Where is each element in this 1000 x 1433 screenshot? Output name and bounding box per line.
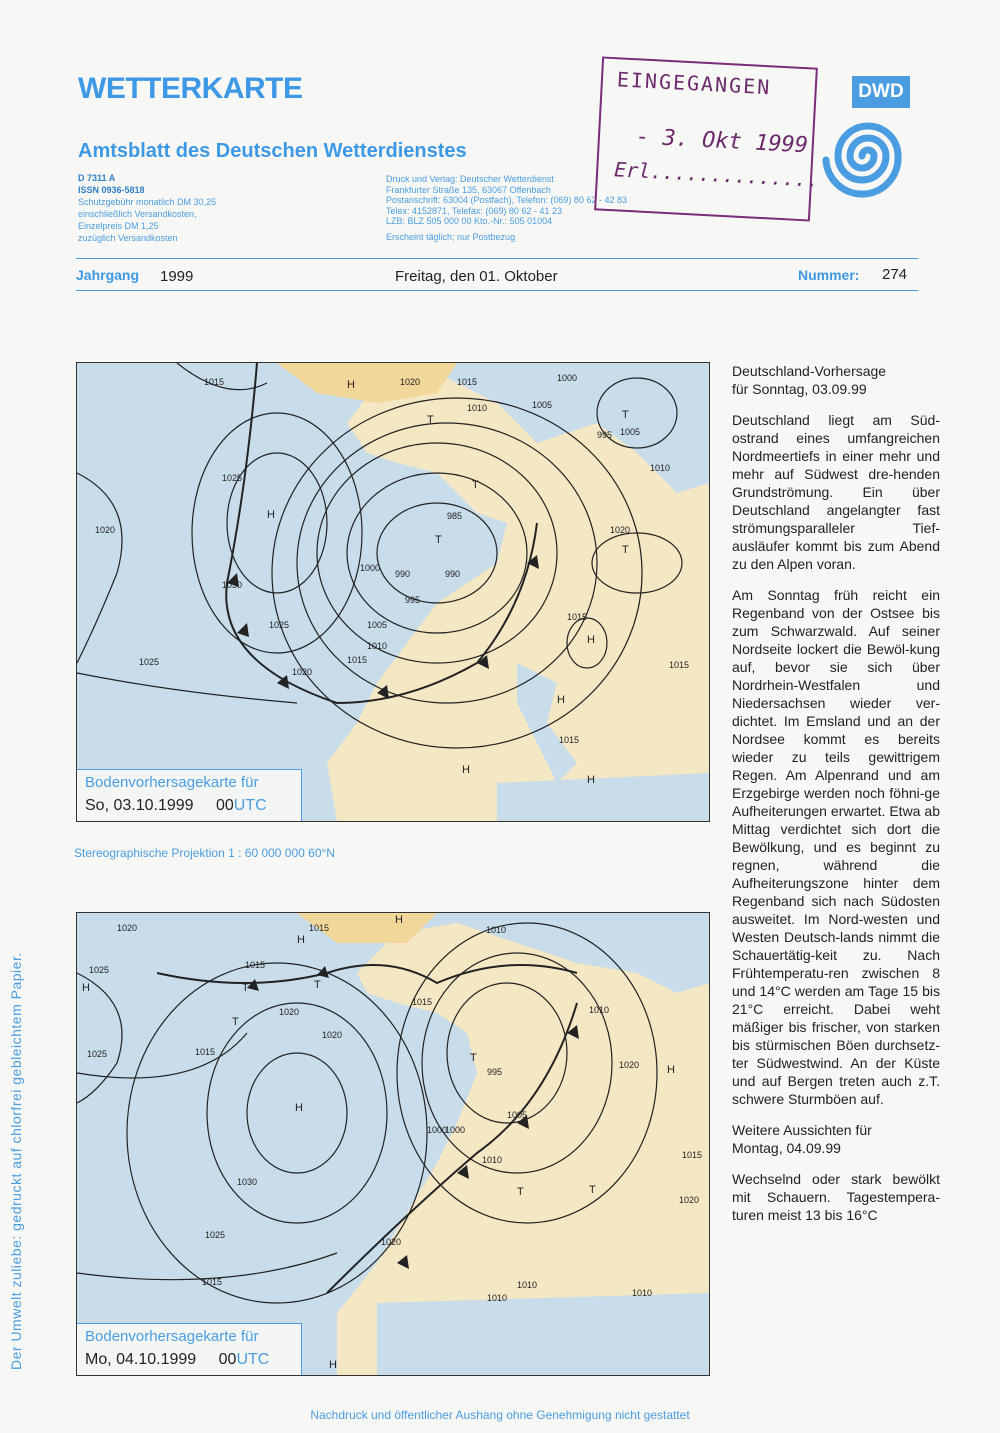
isobar-value-label: 1020 [400, 377, 421, 387]
map-caption [77, 1323, 302, 1375]
forecast-map-sunday [76, 362, 710, 822]
map-caption [77, 769, 302, 821]
fee-line: einschließlich Versandkosten, [78, 209, 197, 219]
isobar-value-label: 995 [487, 1067, 503, 1077]
map-date: Mo, 04.10.1999 [85, 1351, 197, 1368]
weather-map-graphic [77, 363, 709, 821]
isobar-value-label: 1010 [632, 1288, 653, 1298]
isobar-value-label: 1010 [487, 1293, 508, 1303]
publication-title: WETTERKARTE [78, 72, 303, 105]
isobar-value-label: 1020 [679, 1195, 700, 1205]
pressure-system-label: H [329, 1359, 337, 1371]
isobar-value-label: 1015 [347, 655, 368, 665]
forecast-map-monday [76, 912, 710, 1376]
subscription-info [78, 172, 216, 244]
jahrgang-value: 1999 [160, 268, 194, 285]
isobar-value-label: 990 [445, 569, 461, 579]
isobar-value-label: 1025 [89, 965, 110, 975]
pressure-system-label: T [622, 409, 629, 421]
publisher-line: Postanschrift: 63004 (Postfach), Telefon: (069) 80 62 - 42 83 [386, 195, 627, 205]
fee-line: Schutzgebühr monatlich DM 30,25 [78, 197, 217, 207]
pressure-system-label: T [232, 1016, 239, 1028]
isobar-value-label: 1015 [202, 1277, 223, 1287]
isobar-value-label: 1025 [87, 1049, 108, 1059]
isobar-value-label: 1015 [195, 1047, 216, 1057]
nummer-value: 274 [882, 266, 908, 283]
isobar-value-label: 1015 [682, 1150, 703, 1160]
pressure-system-label: T [472, 479, 479, 491]
isobar-value-label: 1015 [204, 377, 225, 387]
isobar-value-label: 1005 [532, 400, 553, 410]
map-utc: UTC [233, 797, 267, 814]
isobar-value-label: 1015 [567, 612, 588, 622]
isobar-value-label: 1015 [669, 660, 690, 670]
pressure-system-label: H [557, 694, 565, 706]
reprint-notice: Nachdruck und öffentlicher Aushang ohne Genehmigung nicht gestattet [310, 1408, 690, 1422]
nummer-label: Nummer: [798, 267, 860, 283]
dwd-swirl-icon [818, 108, 918, 204]
map-utc: UTC [236, 1351, 270, 1368]
header-rule [76, 290, 918, 291]
isobar-value-label: 1020 [381, 1237, 402, 1247]
isobar-value-label: 1020 [322, 1030, 343, 1040]
isobar-value-label: 1020 [95, 525, 116, 535]
isobar-value-label: 1025 [205, 1230, 226, 1240]
pressure-system-label: T [622, 544, 629, 556]
outlook-heading: Weitere Aussichten für [732, 1122, 872, 1138]
outlook-text: Wechselnd oder stark bewölkt mit Schauern. Tagestempera-turen meist 13 bis 16°C [732, 1171, 940, 1223]
map-hour: 00 [216, 797, 234, 814]
pressure-system-label: H [587, 634, 595, 646]
publisher-line: LZB: BLZ 505 000 00 Kto.-Nr.: 505 01004 [386, 216, 553, 226]
stamp-date: - 3. Okt 1999 [635, 124, 809, 159]
isobar-value-label: 1000 [360, 563, 381, 573]
pressure-system-label: H [267, 509, 275, 521]
isobar-value-label: 1030 [237, 1177, 258, 1187]
dwd-logo-text: DWD [852, 76, 910, 108]
forecast-paragraph: Deutschland liegt am Süd-ostrand eines umfangreichen Nordmeertiefs in einer mehr und mehr auf Südwest dre-henden Grundströmung. Ein über Deutschland angelangter fast strömungsparalleler Tief-ausläufer kommt bis zum Abend zu den Alpen voran. [732, 412, 940, 572]
isobar-value-label: 1020 [292, 667, 313, 677]
isobar-value-label: 1005 [507, 1110, 528, 1120]
pressure-system-label: T [470, 1052, 477, 1064]
pressure-system-label: H [395, 914, 403, 926]
isobar-value-label: 990 [395, 569, 411, 579]
map-datetime [85, 1351, 295, 1369]
forecast-paragraph: Am Sonntag früh reicht ein Regenband von der Ostsee bis zum Schwarzwald. Auf seiner Nordseite lockert die Bewöl-kung auf, bevor sie sich über Nordrhein-Westfalen und Niedersachsen wieder ver-dichtet. Im Emsland und an der Nordsee kommt es bereits wieder zu teils gewittrigem Regen. Am Alpenrand und am Erzgebirge werden noch föhni-ge Aufheiterungen erwartet. Etwa ab Mittag verdichtet sich dort die Bewölkung, und es beginnt zu regnen, während die Aufheiterungszone hinter dem Regenband sich nach Südosten ausweitet. Im Nord-westen und Westen Deutsch-lands nimmt die Schauertätig-keit zu. Nach Frühtemperatu-ren zwischen 8 und 14°C werden am Tage 15 bis 21°C erreicht. Dabei weht mäßiger bis frischer, von starken bis stürmischen Böen durchsetz-ter Südwestwind. An der Küste und auf Bergen treten auch z.T. schwere Sturmböen auf. [732, 587, 940, 1107]
isobar-value-label: 985 [447, 511, 463, 521]
isobar-value-label: 1020 [117, 923, 138, 933]
pressure-system-label: H [587, 774, 595, 786]
isobar-value-label: 1010 [589, 1005, 610, 1015]
stamp-line3: Erl.............. [613, 157, 820, 192]
pressure-system-label: T [427, 414, 434, 426]
isobar-value-label: 1025 [139, 657, 160, 667]
frequency-note: Erscheint täglich; nur Postbezug [386, 231, 516, 242]
pressure-system-label: H [295, 1102, 303, 1114]
isobar-value-label: 1010 [367, 641, 388, 651]
isobar-value-label: 1005 [620, 427, 641, 437]
pressure-system-label: H [462, 764, 470, 776]
forecast-text [732, 362, 940, 1237]
publisher-line: Telex: 4152871, Telefax: (069) 80 62 - 41 23 [386, 205, 562, 216]
map-hour: 00 [218, 1351, 237, 1368]
publisher-info [386, 174, 627, 242]
isobar-value-label: 1025 [222, 473, 243, 483]
weather-map-graphic [77, 913, 709, 1375]
isobar-value-label: 1020 [619, 1060, 640, 1070]
isobar-value-label: 995 [405, 595, 421, 605]
isobar-value-label: 1015 [559, 735, 580, 745]
pressure-system-label: H [347, 379, 355, 391]
received-stamp [594, 56, 818, 221]
isobar-value-label: 1020 [279, 1007, 300, 1017]
pressure-system-label: H [297, 934, 305, 946]
projection-note: Stereographische Projektion 1 : 60 000 000 60°N [74, 846, 335, 860]
pressure-system-label: T [589, 1184, 596, 1196]
pressure-system-label: T [435, 534, 442, 546]
pressure-system-label: T [242, 982, 249, 994]
publication-subtitle: Amtsblatt des Deutschen Wetterdienstes [78, 140, 467, 162]
isobar-value-label: 1010 [650, 463, 671, 473]
map-date: So, 03.10.1999 [85, 797, 194, 814]
fee-line: Einzelpreis DM 1,25 [78, 221, 159, 231]
stamp-line1: EINGEGANGEN [616, 67, 772, 100]
isobar-value-label: 1000 [445, 1125, 466, 1135]
isobar-value-label: 1015 [412, 997, 433, 1007]
isobar-value-label: 1010 [482, 1155, 503, 1165]
isobar-value-label: 1030 [222, 580, 243, 590]
pressure-system-label: T [314, 979, 321, 991]
isobar-value-label: 1025 [269, 620, 290, 630]
isobar-value-label: 1020 [610, 525, 631, 535]
map-datetime [85, 797, 295, 815]
id-line: D 7311 A [78, 173, 116, 183]
forecast-heading-date: für Sonntag, 03.09.99 [732, 381, 867, 397]
outlook-heading-date: Montag, 04.09.99 [732, 1140, 841, 1156]
isobar-value-label: 1010 [517, 1280, 538, 1290]
isobar-value-label: 1000 [427, 1125, 448, 1135]
publisher-line: Frankfurter Straße 135, 63067 Offenbach [386, 184, 551, 195]
fee-line: zuzüglich Versandkosten [78, 233, 178, 243]
isobar-value-label: 995 [597, 430, 613, 440]
jahrgang-label: Jahrgang [76, 267, 140, 283]
header-rule [76, 258, 918, 259]
map-title: Bodenvorhersagekarte für [85, 1328, 259, 1345]
isobar-value-label: 1000 [557, 373, 578, 383]
issue-date: Freitag, den 01. Oktober [395, 268, 558, 285]
issn: ISSN 0936-5818 [78, 185, 145, 195]
publisher-line: Druck und Verlag: Deutscher Wetterdienst [386, 174, 554, 184]
isobar-value-label: 1010 [467, 403, 488, 413]
isobar-value-label: 1015 [245, 960, 266, 970]
map-title: Bodenvorhersagekarte für [85, 774, 259, 791]
isobar-value-label: 1015 [309, 923, 330, 933]
pressure-system-label: H [82, 982, 90, 994]
pressure-system-label: T [517, 1186, 524, 1198]
forecast-heading: Deutschland-Vorhersage [732, 363, 887, 379]
pressure-system-label: H [667, 1064, 675, 1076]
isobar-value-label: 1015 [457, 377, 478, 387]
eco-paper-note: Der Umwelt zuliebe: gedruckt auf chlorfrei gebleichtem Papier. [8, 952, 24, 1370]
isobar-value-label: 1010 [486, 925, 507, 935]
isobar-value-label: 1005 [367, 620, 388, 630]
